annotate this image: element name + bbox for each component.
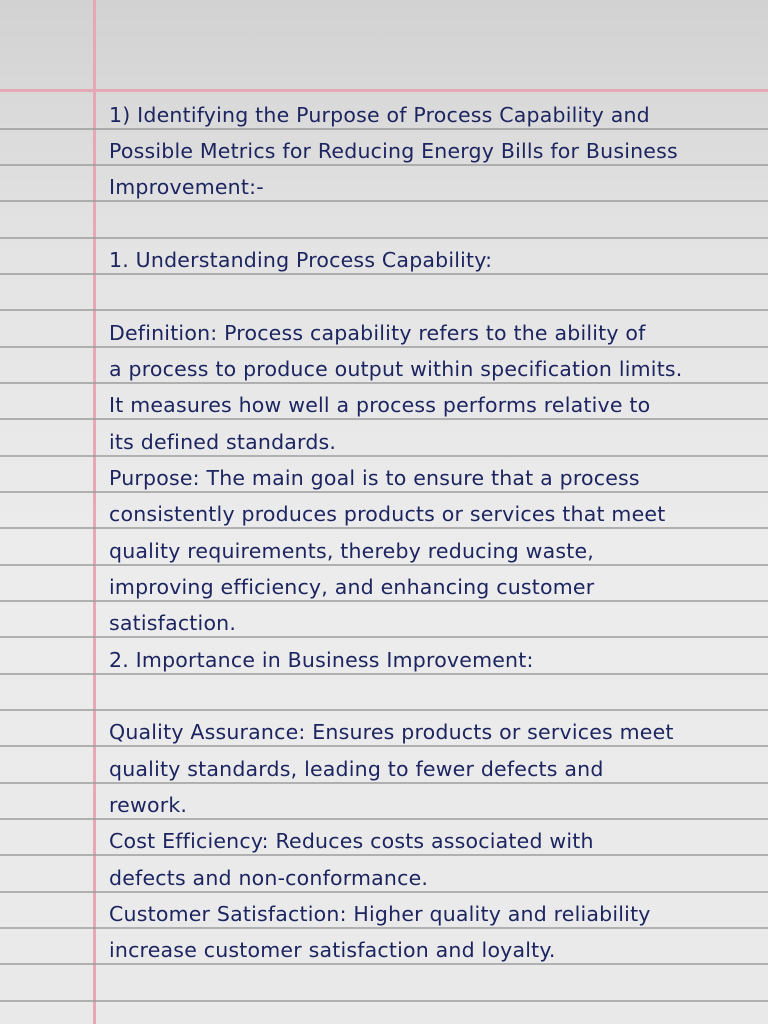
text-line: Quality Assurance: Ensures products or services meet	[109, 720, 674, 744]
title-line: 1) Identifying the Purpose of Process Capability and	[109, 103, 650, 127]
text-line: quality requirements, thereby reducing waste,	[109, 539, 595, 563]
margin-line	[93, 0, 96, 1024]
text-line: satisfaction.	[109, 611, 237, 635]
text-line: Customer Satisfaction: Higher quality and reliability	[109, 902, 651, 926]
text-line: defects and non-conformance.	[109, 866, 429, 890]
text-line: Purpose: The main goal is to ensure that a process	[109, 466, 640, 490]
handwritten-notes	[109, 0, 759, 1024]
text-line: increase customer satisfaction and loyalty.	[109, 938, 556, 962]
text-line: its defined standards.	[109, 430, 337, 454]
text-line: Cost Efficiency: Reduces costs associated with	[109, 829, 594, 853]
text-line: Definition: Process capability refers to the ability of	[109, 321, 646, 345]
text-line: rework.	[109, 793, 188, 817]
text-line: a process to produce output within specification limits.	[109, 357, 683, 381]
text-line: improving efficiency, and enhancing customer	[109, 575, 595, 599]
text-line: consistently produces products or services that meet	[109, 502, 666, 526]
text-line: quality standards, leading to fewer defects and	[109, 757, 604, 781]
section-heading: 2. Importance in Business Improvement:	[109, 648, 534, 672]
section-heading: 1. Understanding Process Capability:	[109, 248, 493, 272]
title-line: Improvement:-	[109, 175, 264, 199]
title-line: Possible Metrics for Reducing Energy Bills for Business	[109, 139, 678, 163]
text-line: It measures how well a process performs relative to	[109, 393, 651, 417]
